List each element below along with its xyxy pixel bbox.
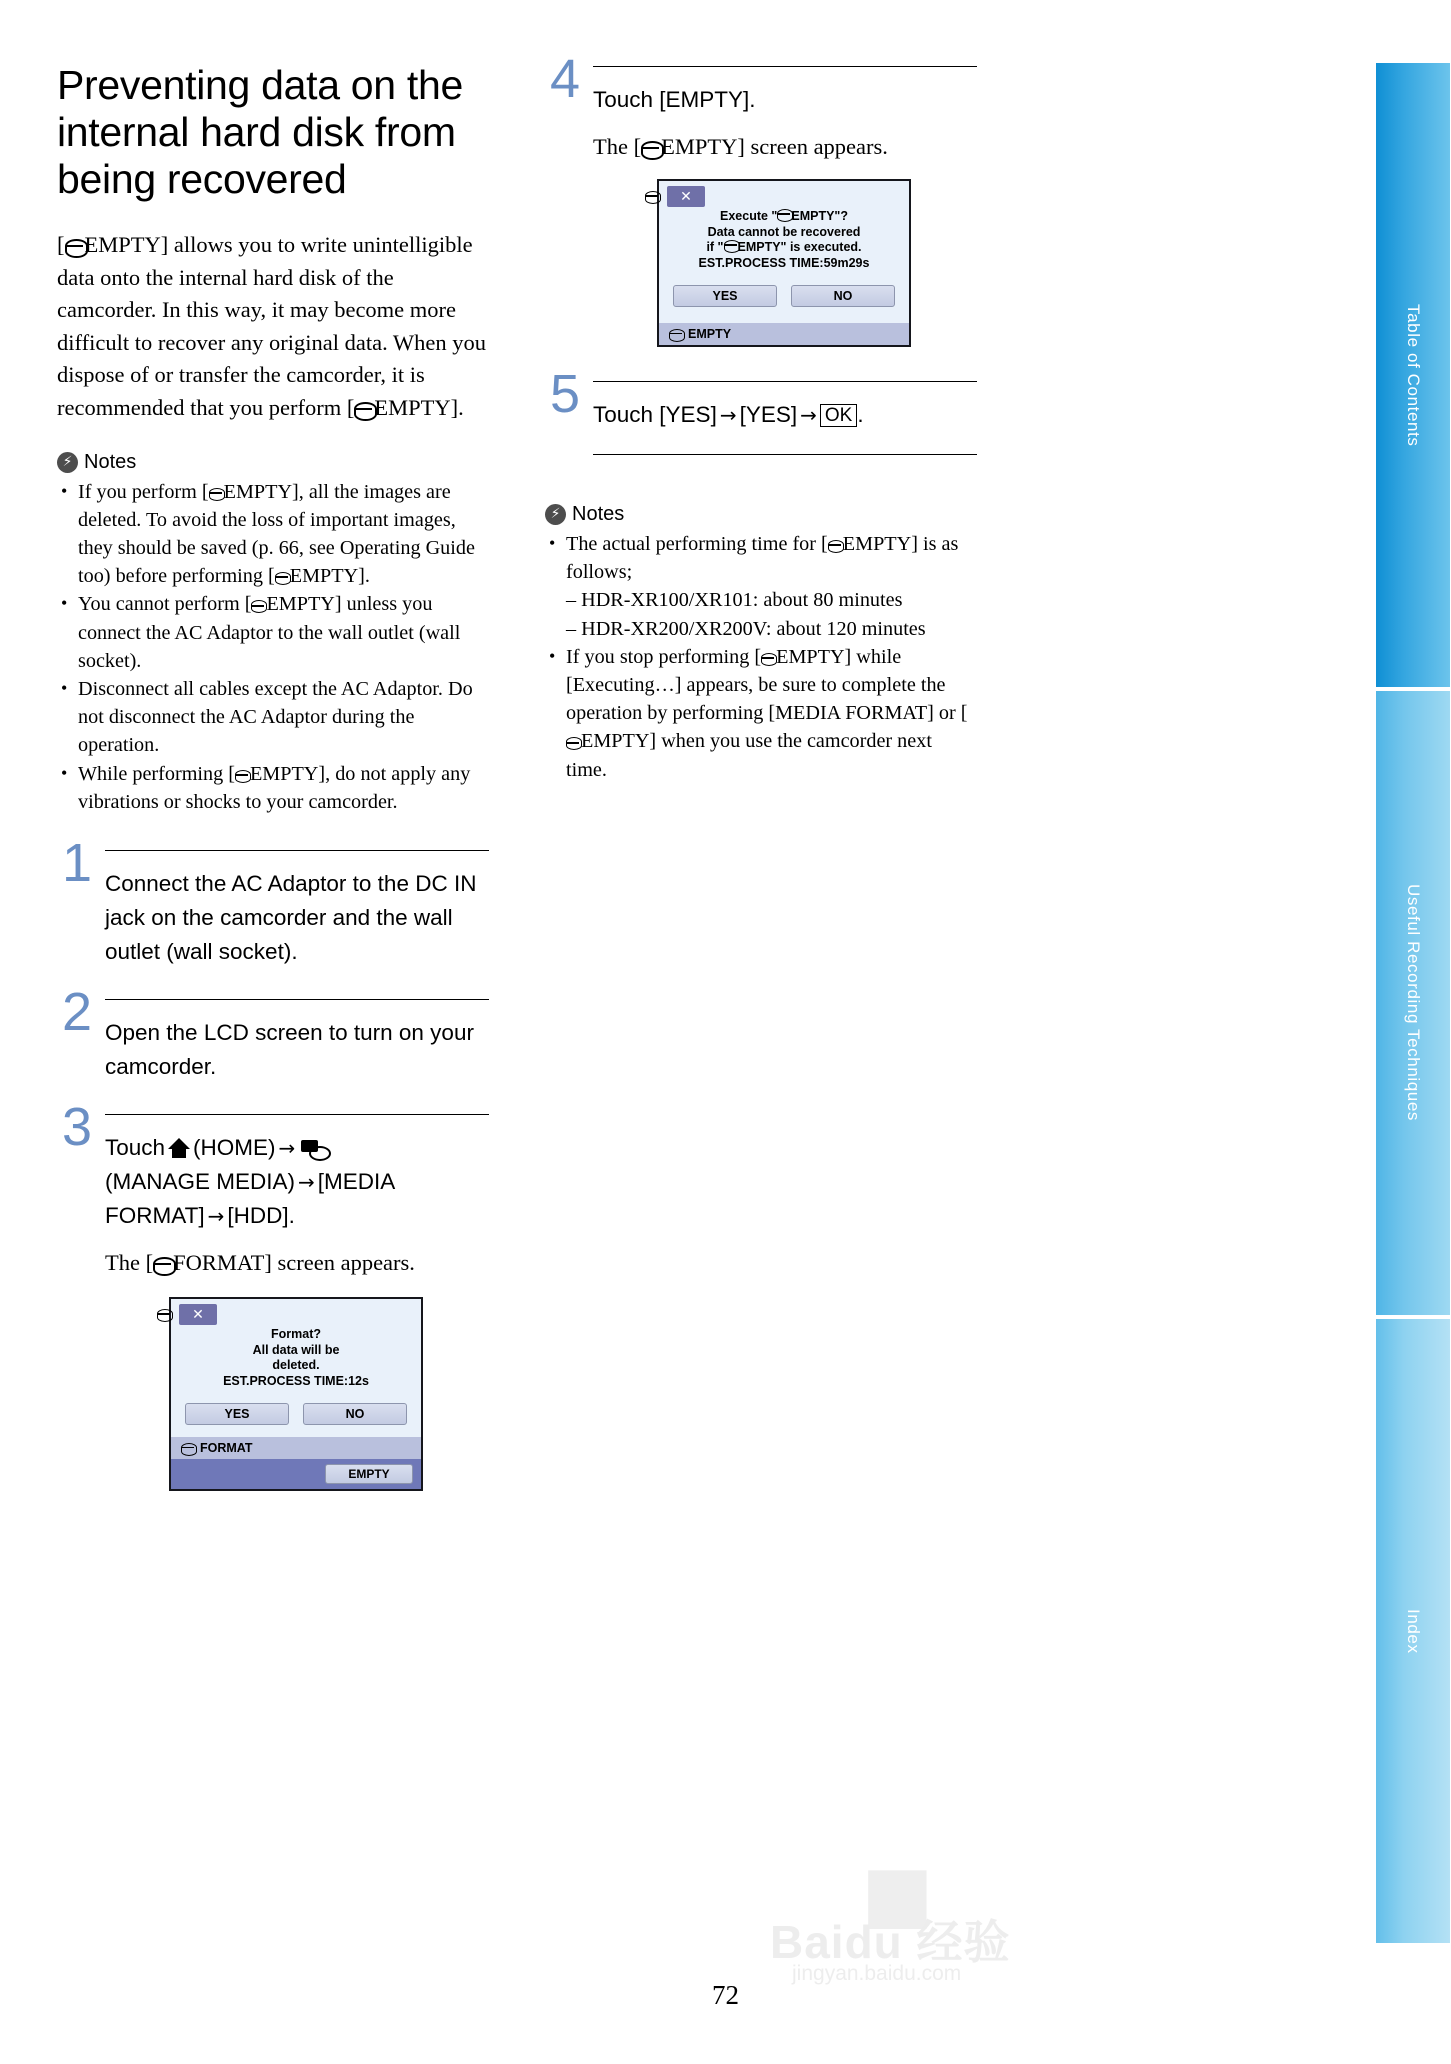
step-text-part1: Touch xyxy=(105,1135,166,1160)
step-text-part1: Touch [YES] xyxy=(593,402,717,427)
empty-message-line: EST.PROCESS TIME:59m29s xyxy=(698,255,870,270)
step-divider xyxy=(593,454,977,455)
step-body xyxy=(593,381,977,432)
hdd-icon xyxy=(724,240,738,251)
format-screen-footer xyxy=(171,1459,421,1489)
format-message-line: Format? xyxy=(271,1327,321,1341)
hdd-icon xyxy=(65,239,84,254)
empty-message-line xyxy=(667,240,901,256)
intro-paragraph xyxy=(57,229,489,425)
format-message-line: All data will be xyxy=(252,1342,340,1357)
hdd-icon xyxy=(157,1309,171,1320)
intro-text-part3: EMPTY]. xyxy=(374,394,464,420)
empty-screen-statusbar xyxy=(659,323,909,345)
hdd-icon xyxy=(181,1443,195,1454)
note-text-b: EMPTY], do not apply any vibrations or shocks to your camcorder. xyxy=(78,762,471,813)
yes-button[interactable]: YES xyxy=(185,1403,289,1425)
page-number: 72 xyxy=(712,1980,739,2010)
left-column xyxy=(57,0,489,1491)
hdd-icon xyxy=(828,540,842,551)
step-text: Connect the AC Adaptor to the DC IN jack on the camcorder and the wall outlet (wall socket). xyxy=(105,871,477,964)
intro-text-part2: EMPTY] allows you to write unintelligible data onto the internal hard disk of the camcorder. In this way, it may become more difficult to recover any original data. When you dispose of or transfer the camcorder, it is recommended that you perform [ xyxy=(57,232,487,420)
arrow-icon: → xyxy=(298,1170,315,1194)
status-label: EMPTY xyxy=(688,327,732,341)
empty-message-line: Data cannot be recovered xyxy=(707,224,861,239)
format-screen-message xyxy=(171,1325,421,1389)
format-message-line: deleted. xyxy=(272,1358,320,1372)
hdd-icon xyxy=(209,488,223,499)
watermark-url: jingyan.baidu.com xyxy=(792,1962,962,1985)
step-number: 4 xyxy=(550,49,581,109)
notes-heading-left xyxy=(57,451,489,474)
yes-button[interactable]: YES xyxy=(673,285,777,307)
step-body xyxy=(105,1114,489,1279)
arrow-icon: → xyxy=(719,403,737,427)
note-item xyxy=(545,530,977,643)
note-text-a: The actual performing time for [ xyxy=(566,533,828,555)
note-item xyxy=(57,590,489,675)
arrow-icon: → xyxy=(278,1136,296,1160)
intro-text-part1: [ xyxy=(57,232,65,257)
empty-message-line xyxy=(667,209,901,225)
step-3 xyxy=(57,1097,489,1279)
step-text-part2: [YES] xyxy=(739,402,798,427)
format-screen-mockup xyxy=(169,1297,423,1491)
format-screen-topbar xyxy=(171,1299,421,1325)
no-button[interactable]: NO xyxy=(791,285,895,307)
notes-label: Notes xyxy=(84,450,137,473)
step-1 xyxy=(57,833,489,969)
hdd-icon xyxy=(566,737,580,748)
hdd-icon xyxy=(235,770,249,781)
lightning-bolt-icon xyxy=(57,452,78,473)
step-text-part3: . xyxy=(857,402,864,427)
watermark xyxy=(770,1840,1100,1990)
hdd-icon xyxy=(669,329,683,340)
format-screen-buttons xyxy=(171,1403,421,1425)
empty-message-part: Execute " xyxy=(720,209,778,223)
empty-message-part: if " xyxy=(706,240,724,254)
hdd-icon xyxy=(645,191,659,202)
step-text-part2: (HOME) xyxy=(193,1135,276,1160)
arrow-icon: → xyxy=(800,403,817,427)
sidebar-tab-index[interactable] xyxy=(1375,1318,1451,1944)
hdd-icon xyxy=(761,653,775,664)
sidebar-tab-useful-recording-techniques[interactable] xyxy=(1375,690,1451,1316)
hdd-icon xyxy=(641,141,660,156)
format-screen-statusbar xyxy=(171,1437,421,1459)
empty-screen-message xyxy=(659,207,909,271)
note-item xyxy=(545,643,977,784)
paw-print-icon: ◼ xyxy=(860,1840,935,1945)
step-text-part3: (MANAGE MEDIA) xyxy=(105,1169,296,1194)
note-text-b: EMPTY] is as follows; xyxy=(566,533,959,584)
empty-screen-topbar xyxy=(659,181,909,207)
step-4 xyxy=(545,49,977,163)
notes-list-left xyxy=(57,478,489,816)
step-body xyxy=(105,999,489,1084)
ok-button[interactable]: OK xyxy=(820,404,857,427)
lightning-bolt-icon xyxy=(545,504,566,525)
step-2 xyxy=(57,982,489,1084)
step-text: Open the LCD screen to turn on your camcorder. xyxy=(105,1020,474,1079)
note-text-a: If you stop performing [ xyxy=(566,645,762,668)
step-body xyxy=(105,850,489,969)
step-number: 3 xyxy=(62,1097,93,1157)
note-text-a: While performing [ xyxy=(78,762,235,785)
step-text xyxy=(593,398,977,432)
empty-screen-mockup xyxy=(657,179,911,347)
arrow-icon: → xyxy=(207,1204,225,1228)
note-text-b: EMPTY], all the images are deleted. To avoid the loss of important images, they should be saved (p. 66, see Operating Guide too) before performing [ xyxy=(78,480,475,588)
status-label: FORMAT xyxy=(200,1441,253,1455)
sidebar-tab-label: Index xyxy=(1404,1608,1423,1654)
sidebar-tabs xyxy=(1365,0,1451,2064)
step-text xyxy=(105,1131,489,1233)
note-text-a: You cannot perform [ xyxy=(78,593,252,616)
close-icon[interactable]: ✕ xyxy=(667,186,705,207)
note-text-c: EMPTY] when you use the camcorder next time. xyxy=(566,730,932,781)
format-message-line: EST.PROCESS TIME:12s xyxy=(223,1373,369,1388)
note-text-b: EMPTY] while [Executing…] appears, be sure to complete the operation by performing [MEDIA FORMAT] or [ xyxy=(566,645,968,725)
note-item xyxy=(57,478,489,591)
hdd-icon xyxy=(251,600,265,611)
step-subtext-b: FORMAT] screen appears. xyxy=(173,1250,415,1275)
hdd-icon xyxy=(354,402,373,417)
notes-list-right xyxy=(545,530,977,784)
no-button[interactable]: NO xyxy=(303,1403,407,1425)
step-5 xyxy=(545,364,977,455)
note-text-a: Disconnect all cables except the AC Adaptor. Do not disconnect the AC Adaptor during the operation. xyxy=(78,677,473,757)
manage-media-icon xyxy=(301,1140,327,1158)
step-number: 5 xyxy=(550,364,581,424)
step-subtext-b: EMPTY] screen appears. xyxy=(661,134,888,159)
notes-heading-right xyxy=(545,503,977,526)
hdd-icon xyxy=(153,1257,172,1272)
note-item xyxy=(57,675,489,760)
empty-button[interactable]: EMPTY xyxy=(325,1464,413,1484)
step-number: 1 xyxy=(62,833,93,893)
note-text-c: EMPTY]. xyxy=(289,565,370,588)
sidebar-tab-label: Useful Recording Techniques xyxy=(1404,884,1423,1122)
right-column xyxy=(545,0,977,784)
notes-label: Notes xyxy=(572,503,625,525)
step-subtext-a: The [ xyxy=(593,134,642,159)
note-item xyxy=(57,760,489,816)
note-subline: – HDR-XR100/XR101: about 80 minutes xyxy=(566,589,903,612)
step-number: 2 xyxy=(62,982,93,1042)
empty-message-part: EMPTY"? xyxy=(791,209,848,223)
empty-screen-buttons xyxy=(659,285,909,307)
step-subtext xyxy=(593,131,977,163)
note-text-b: EMPTY] unless you connect the AC Adaptor to the wall outlet (wall socket). xyxy=(78,593,461,672)
step-text-part4: [MEDIA FORMAT] xyxy=(105,1169,395,1228)
empty-message-part: EMPTY" is executed. xyxy=(737,240,862,254)
close-icon[interactable]: ✕ xyxy=(179,1304,217,1325)
sidebar-tab-table-of-contents[interactable] xyxy=(1375,62,1451,688)
sidebar-tab-label: Table of Contents xyxy=(1404,303,1423,447)
home-icon xyxy=(168,1138,190,1158)
step-text: Touch [EMPTY]. xyxy=(593,87,756,112)
step-subtext xyxy=(105,1247,489,1279)
note-text-a: If you perform [ xyxy=(78,480,209,503)
hdd-icon xyxy=(275,572,289,583)
watermark-brand: Baidu 经验 xyxy=(770,1916,1011,1968)
step-body xyxy=(593,66,977,163)
step-text-part5: [HDD]. xyxy=(227,1203,295,1228)
note-subline: – HDR-XR200/XR200V: about 120 minutes xyxy=(566,617,926,640)
page-title: Preventing data on the internal hard disk from being recovered xyxy=(57,62,463,202)
step-subtext-a: The [ xyxy=(105,1250,154,1275)
hdd-icon xyxy=(777,209,791,220)
